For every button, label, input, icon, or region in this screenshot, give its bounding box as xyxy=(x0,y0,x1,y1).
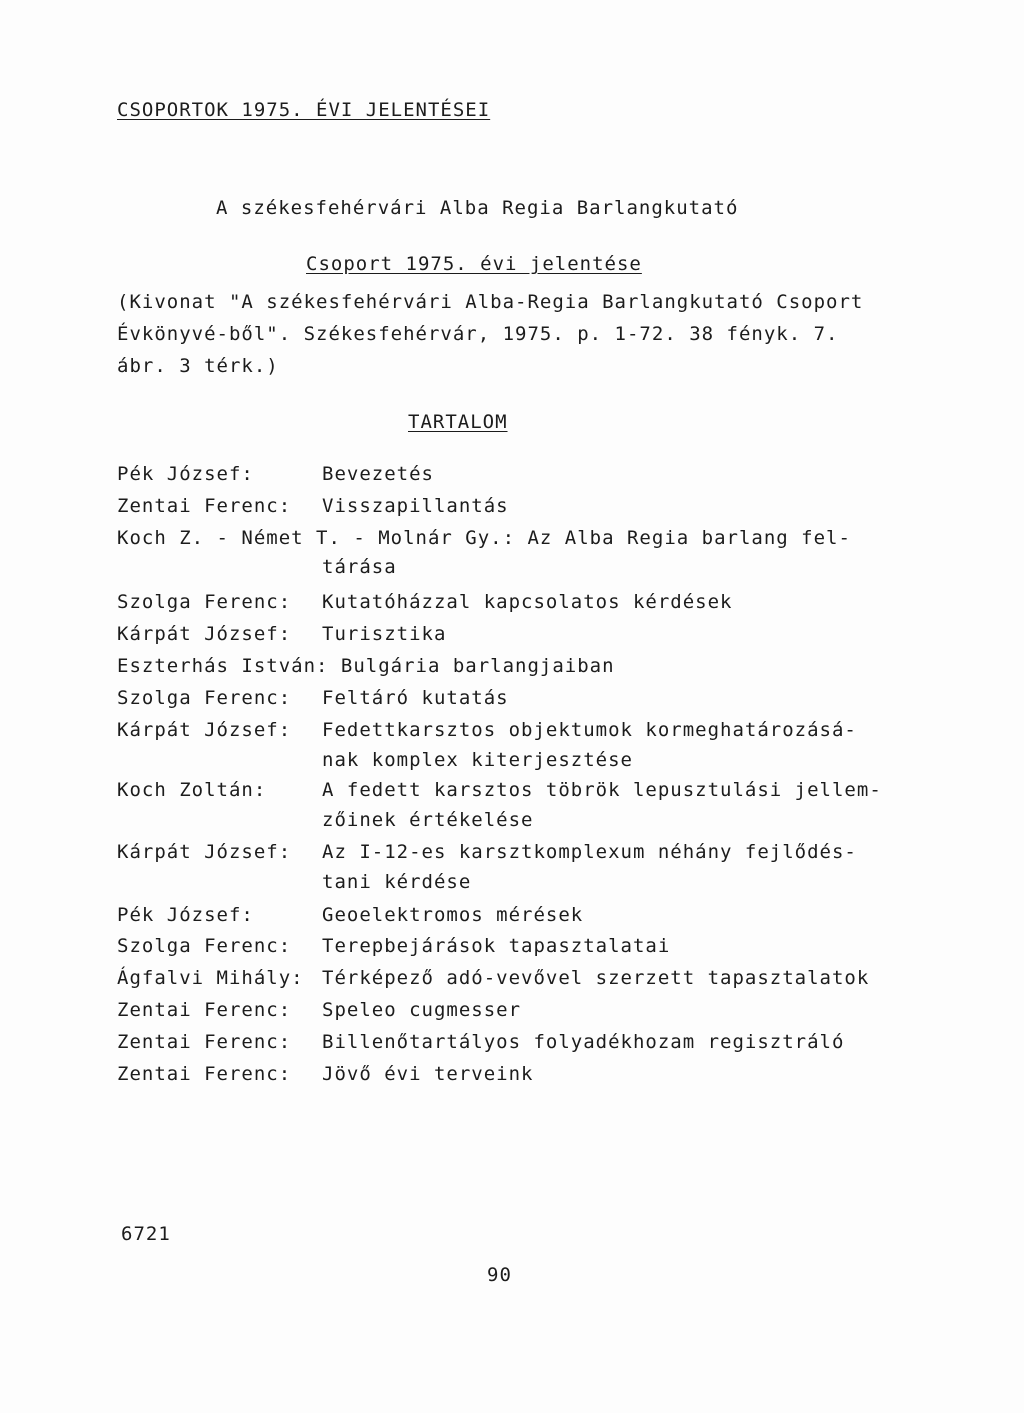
report-title: CSOPORTOK 1975. ÉVI JELENTÉSEI xyxy=(117,99,491,121)
toc-title: A fedett karsztos töbrök lepusztulási jellem- xyxy=(322,779,882,801)
toc-author: Ágfalvi Mihály: xyxy=(117,967,304,989)
toc-author: Pék József: xyxy=(117,904,254,926)
toc-author: Zentai Ferenc: xyxy=(117,1063,292,1085)
toc-title: Térképező adó-vevővel szerzett tapasztalatok xyxy=(322,967,870,989)
toc-title-continuation: tárása xyxy=(322,556,397,578)
toc-title: Terepbejárások tapasztalatai xyxy=(322,935,671,957)
toc-title: Geoelektromos mérések xyxy=(322,904,584,926)
toc-title: Turisztika xyxy=(322,623,447,645)
toc-author: Kárpát József: xyxy=(117,623,292,645)
group-report-heading-line1: A székesfehérvári Alba Regia Barlangkutató xyxy=(216,197,739,219)
toc-title-continuation: nak komplex kiterjesztése xyxy=(322,749,633,771)
toc-title-continuation: tani kérdése xyxy=(322,871,472,893)
toc-author: Zentai Ferenc: xyxy=(117,999,292,1021)
toc-author: Szolga Ferenc: xyxy=(117,935,292,957)
group-report-heading-line2: Csoport 1975. évi jelentése xyxy=(306,253,642,275)
toc-author: Zentai Ferenc: xyxy=(117,495,292,517)
excerpt-line-1: (Kivonat "A székesfehérvári Alba-Regia Barlangkutató Csoport xyxy=(117,291,864,313)
toc-author: Pék József: xyxy=(117,463,254,485)
toc-title: Billenőtartályos folyadékhozam regisztráló xyxy=(322,1031,845,1053)
excerpt-line-2: Évkönyvé-ből". Székesfehérvár, 1975. p. 1-72. 38 fényk. 7. xyxy=(117,323,839,345)
toc-author: Kárpát József: xyxy=(117,841,292,863)
page-number: 90 xyxy=(487,1264,512,1286)
toc-title: Speleo cugmesser xyxy=(322,999,522,1021)
toc-author: Eszterhás István: Bulgária barlangjaiban xyxy=(117,655,615,677)
toc-title: Visszapillantás xyxy=(322,495,509,517)
archive-code: 6721 xyxy=(121,1223,171,1245)
toc-title: Kutatóházzal kapcsolatos kérdések xyxy=(322,591,733,613)
toc-author: Szolga Ferenc: xyxy=(117,591,292,613)
toc-title-continuation: zőinek értékelése xyxy=(322,809,534,831)
excerpt-line-3: ábr. 3 térk.) xyxy=(117,355,279,377)
toc-title: Feltáró kutatás xyxy=(322,687,509,709)
toc-author: Kárpát József: xyxy=(117,719,292,741)
toc-title: Bevezetés xyxy=(322,463,434,485)
toc-title: Jövő évi terveink xyxy=(322,1063,534,1085)
toc-author: Szolga Ferenc: xyxy=(117,687,292,709)
toc-author: Zentai Ferenc: xyxy=(117,1031,292,1053)
toc-title: Fedettkarsztos objektumok kormeghatározásá- xyxy=(322,719,857,741)
toc-author: Koch Z. - Német T. - Molnár Gy.: Az Alba Regia barlang fel- xyxy=(117,527,851,549)
toc-author: Koch Zoltán: xyxy=(117,779,267,801)
toc-title: Az I-12-es karsztkomplexum néhány fejlődés- xyxy=(322,841,857,863)
contents-heading: TARTALOM xyxy=(408,411,508,433)
